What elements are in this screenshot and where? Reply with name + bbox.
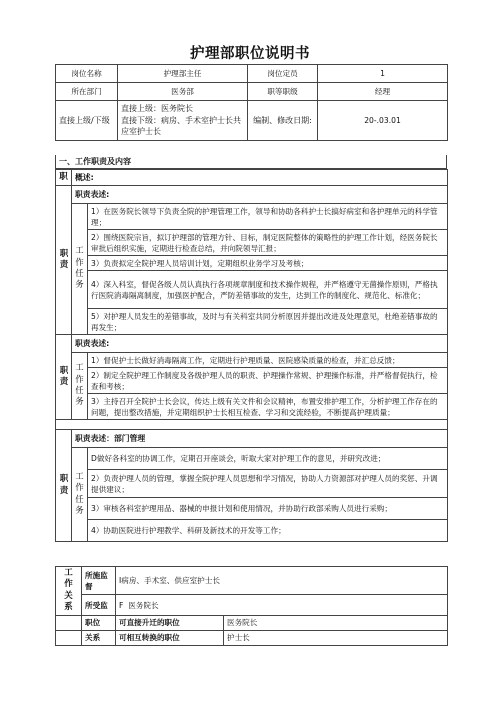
block3-work-label-text: 工作任务 <box>75 471 84 516</box>
duty-block2-side <box>56 335 72 420</box>
rotate-value: 护士长 <box>224 630 448 645</box>
block1-item: 5）对护理人员发生的差错事故，及时与有关科室共同分析原因并提出改进及处理意见，杜绝差错事故的再发生； <box>88 309 448 335</box>
duty-block1-side-text: 职责 <box>59 248 69 270</box>
report-line-label <box>56 101 118 141</box>
relations-spacer <box>56 630 82 645</box>
supervisor-label-tail: F <box>119 600 124 610</box>
department-label: 所在部门 <box>56 83 118 101</box>
position-info-table <box>55 64 448 141</box>
block1-item: 2）围绕医院宗旨，拟订护理部的管理方针、目标，制定医院整体的策略性的护理工作计划，经医务院长审批后组织实施，定期进行检查总结，并向院领导汇报； <box>88 230 448 256</box>
block3-item: D做好各科室的协调工作，定期召开座谈会，听取大家对护理工作的意见，并研究改进； <box>88 448 448 470</box>
report-line-label-text: 直接上级/下级 <box>59 115 110 125</box>
department-value: 医务部 <box>118 83 248 101</box>
block1-header: 职责表述: <box>72 186 448 204</box>
headcount-label: 岗位定员 <box>248 65 318 83</box>
report-line-value <box>118 101 248 141</box>
overview-label: 概述: <box>72 170 448 186</box>
supervisor-label: 所受监 <box>82 595 116 615</box>
grade-label: 职等职级 <box>248 83 318 101</box>
duty-block3-side-text: 职责 <box>59 474 69 496</box>
relations-side-label <box>56 567 82 616</box>
relations-side-label-text: 工作关系 <box>64 568 73 613</box>
block2-item: 1）督促护士长做好消毒隔离工作，定期进行护理质量、医院感染质量的检查，并汇总反馈； <box>88 353 448 368</box>
block1-work-label <box>72 204 88 335</box>
promote-side-label: 职位 <box>82 615 116 630</box>
block1-item: 4）深入科室，督促各级人员认真执行各项规章制度和技术操作规程，并严格遵守无菌操作原则，严格执行医院消毒隔离制度，加强医护配合，严防差错事故的发生，达到工作的制度化、规范化、标准化； <box>88 271 448 309</box>
supervisor-value <box>116 595 448 615</box>
promote-value: 医务院长 <box>224 615 448 630</box>
duties-table <box>55 169 448 542</box>
date-value: 20-.03.01 <box>318 101 448 141</box>
supervised-value: I病房、手术室、供应室护士长 <box>116 567 448 595</box>
block2-item: 3）主持召开全院护士长会议，传达上级有关文件和会议精神，布置安排护理工作，分析护理工作存在的问题，提出整改措施，并定期组织护士长相互检查、学习和交流经验，不断提高护理质量； <box>88 394 448 420</box>
rotate-side-label: 关系 <box>82 630 116 645</box>
subordinate-text: 直接下级：病房、手术室护士长共应室护士长 <box>121 115 241 137</box>
block3-work-label <box>72 448 88 542</box>
work-relations-table <box>55 566 448 646</box>
duty-block1-side <box>56 186 72 335</box>
duty-side-label: 职 <box>56 170 72 186</box>
promote-label: 可直接升迁的职位 <box>116 615 224 630</box>
block2-item: 2）制定全院护理工作制度及各级护理人员的职责、护理操作常规、护理操作标准，并严格督促执行，检查和考核； <box>88 368 448 394</box>
block2-header: 职责表述: <box>72 335 448 353</box>
supervisor-text: 医务院长 <box>128 600 159 610</box>
position-name-value: 护理部主任 <box>118 65 248 83</box>
block2-work-label-text: 工作任务 <box>75 363 84 408</box>
section-title: 一、工作职责及内容 <box>55 155 447 169</box>
duty-block2-side-text: 职责 <box>59 365 69 387</box>
block3-item: 4）协助医院进行护理教学、科研及新技术的开发等工作； <box>88 520 448 542</box>
block1-item: 1）在医务院长领导下负责全院的护理管理工作，领导和协助各科护士长搞好病室和各护理单元的科学管理； <box>88 204 448 230</box>
block3-item: 3）审核各科室护理用品、器械的申报计划和使用情况，并协助行政部采购人员进行采购； <box>88 498 448 520</box>
duty-block3-side <box>56 430 72 542</box>
document-title: 护理部职位说明书 <box>190 46 310 62</box>
position-name-label: 岗位名称 <box>56 65 118 83</box>
grade-value: 经理 <box>318 83 448 101</box>
block1-item: 3）负责拟定全院护理人员培训计划，定期组织业务学习及考核； <box>88 256 448 271</box>
relations-spacer <box>56 615 82 630</box>
spacer-row <box>56 420 448 430</box>
superior-text: 直接上级：医务院长 <box>121 104 193 114</box>
headcount-value: 1 <box>318 65 448 83</box>
rotate-label: 可相互转换的职位 <box>116 630 224 645</box>
supervised-label: 所施监督 <box>82 567 116 595</box>
block2-work-label <box>72 353 88 420</box>
block1-work-label-text: 工作任务 <box>75 246 84 291</box>
date-label: 编制、修改日期: <box>248 101 318 141</box>
block3-item: 2）负责护理人员的管理，掌握全院护理人员思想和学习情况，协助人力资源部对护理人员的奖惩、升调提供建议； <box>88 470 448 498</box>
block3-header: 职责表述：部门管理 <box>72 430 448 448</box>
